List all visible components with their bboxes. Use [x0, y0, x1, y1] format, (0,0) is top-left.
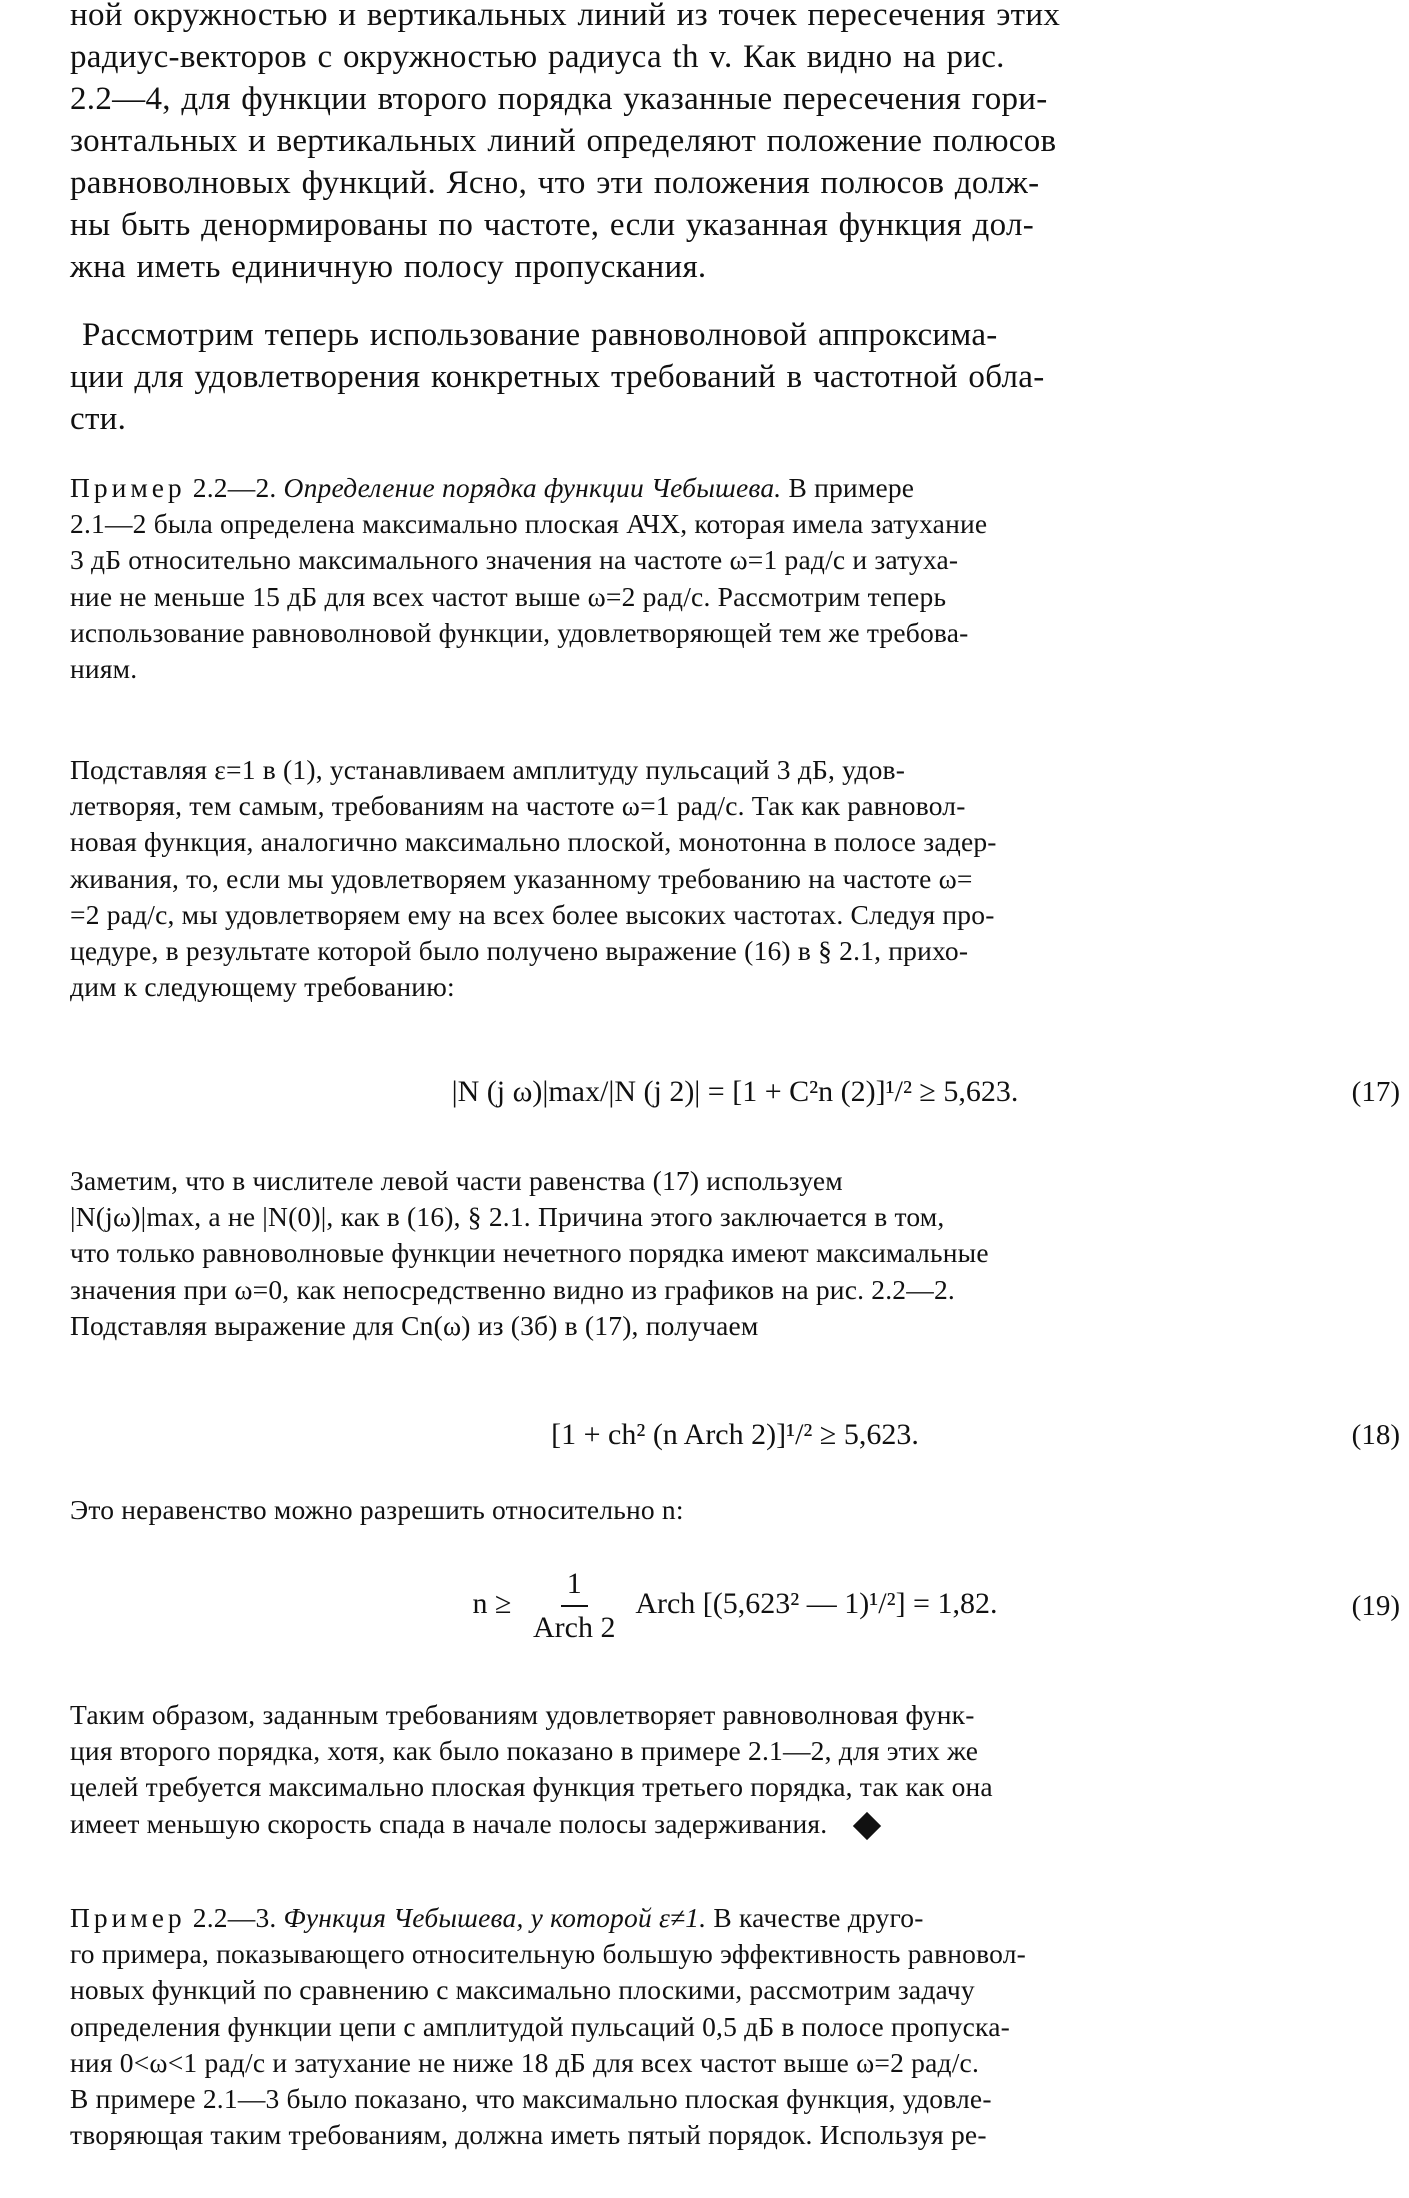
- text-line: В примере 2.1—3 было показано, что максимально плоская функция, удовле-: [70, 2083, 992, 2115]
- text-line: 3 дБ относительно максимального значения на частоте ω=1 рад/с и затуха-: [70, 544, 959, 576]
- text-line: равноволновых функций. Ясно, что эти положения полюсов долж-: [70, 165, 1040, 201]
- text-line: |N(jω)|max, а не |N(0)|, как в (16), § 2.1. Причина этого заключается в том,: [70, 1201, 945, 1233]
- text-line: сти.: [70, 401, 127, 437]
- text-line: определения функции цепи с амплитудой пульсаций 0,5 дБ в полосе пропуска-: [70, 2010, 1010, 2042]
- text-line: Это неравенство можно разрешить относительно n:: [70, 1494, 684, 1525]
- equation-19-number: (19): [1351, 1589, 1400, 1622]
- text-line: ции для удовлетворения конкретных требований в частотной обла-: [70, 359, 1045, 395]
- text-line: что только равноволновые функции нечетного порядка имеют максимальные: [70, 1237, 989, 1269]
- example-2-block: [70, 470, 1400, 687]
- text-line: ция второго порядка, хотя, как было показано в примере 2.1—2, для этих же: [70, 1735, 979, 1767]
- equation-19-body: [70, 1567, 1340, 1645]
- text-line: Рассмотрим теперь использование равноволновой аппроксима-: [82, 317, 998, 353]
- example-2-paragraph-4: [70, 1492, 1400, 1528]
- text-line: 2.2—4, для функции второго порядка указанные пересечения гори-: [70, 81, 1048, 117]
- eq19-fraction-numerator: 1: [561, 1567, 588, 1607]
- text-line: ния 0<ω<1 рад/с и затухание не ниже 18 дБ для всех частот выше ω=2 рад/с.: [70, 2046, 980, 2078]
- text-line: живания, то, если мы удовлетворяем указанному требованию на частоте ω=: [70, 862, 973, 894]
- example-title: Определение порядка функции Чебышева.: [283, 472, 782, 503]
- text-line: Подставляя выражение для Cn(ω) из (3б) в (17), получаем: [70, 1309, 759, 1341]
- equation-17: [70, 1075, 1400, 1109]
- example-3-heading-line: [70, 1900, 1400, 1936]
- end-of-example-diamond-icon: [853, 1812, 881, 1840]
- text-line: Таким образом, заданным требованиям удовлетворяет равноволновая функ-: [70, 1699, 975, 1730]
- text-line: зонтальных и вертикальных линий определяют положение полюсов: [70, 123, 1057, 159]
- example-2-paragraph-5: [70, 1697, 1400, 1842]
- example-number: 2.2—3.: [192, 1902, 277, 1933]
- example-label: Пример: [70, 472, 186, 503]
- text-fragment: имеет меньшую скорость спада в начале полосы задерживания.: [70, 1807, 828, 1839]
- text-line: го примера, показывающего относительную большую эффективность равновол-: [70, 1938, 1026, 1970]
- equation-17-body: |N (j ω)|max/|N (j 2)| = [1 + C²n (2)]¹/² ≥ 5,623.: [451, 1075, 1019, 1108]
- example-2-paragraph-2: [70, 752, 1400, 1005]
- text-line: цедуре, в результате которой было получено выражение (16) в § 2.1, прихо-: [70, 935, 969, 967]
- intro-paragraph: [70, 0, 1400, 288]
- text-line-end: [70, 1806, 1400, 1842]
- text-line: использование равноволновой функции, удовлетворяющей тем же требова-: [70, 616, 969, 648]
- equation-18: [70, 1418, 1400, 1452]
- text-line: творяющая таким требованиям, должна иметь пятый порядок. Используя ре-: [70, 2119, 987, 2151]
- text-line: ны быть денормированы по частоте, если указанная функция дол-: [70, 207, 1035, 243]
- equation-19: [70, 1567, 1400, 1645]
- example-title: Функция Чебышева, у которой ε≠1.: [283, 1902, 707, 1933]
- text-line: 2.1—2 была определена максимально плоская АЧХ, которая имела затухание: [70, 508, 988, 540]
- text-line: ниям.: [70, 653, 138, 685]
- text-line: значения при ω=0, как непосредственно видно из графиков на рис. 2.2—2.: [70, 1273, 955, 1305]
- text-line: жна иметь единичную полосу пропускания.: [70, 249, 707, 285]
- text-line: ной окружностью и вертикальных линий из точек пересечения этих: [70, 0, 1061, 33]
- text-fragment: В качестве друго-: [713, 1902, 924, 1933]
- example-label: Пример: [70, 1902, 186, 1933]
- text-line: дим к следующему требованию:: [70, 971, 455, 1003]
- example-number: 2.2—2.: [192, 472, 277, 503]
- text-line: радиус-векторов с окружностью радиуса th v. Как видно на рис.: [70, 39, 1005, 75]
- text-line: =2 рад/с, мы удовлетворяем ему на всех более высоких частотах. Следуя про-: [70, 898, 995, 930]
- eq19-fraction-denominator: Arch 2: [532, 1611, 616, 1644]
- example-3-block: [70, 1900, 1400, 2153]
- equation-18-body: [1 + ch² (n Arch 2)]¹/² ≥ 5,623.: [551, 1418, 919, 1451]
- text-line: летворяя, тем самым, требованиям на частоте ω=1 рад/с. Так как равновол-: [70, 790, 966, 822]
- text-line: ние не меньше 15 дБ для всех частот выше ω=2 рад/с. Рассмотрим теперь: [70, 580, 947, 612]
- text-line: Заметим, что в числителе левой части равенства (17) используем: [70, 1165, 843, 1196]
- eq19-right: Arch [(5,623² — 1)¹/²] = 1,82.: [635, 1586, 998, 1620]
- text-line: новых функций по сравнению с максимально плоскими, рассмотрим задачу: [70, 1974, 975, 2006]
- equation-17-number: (17): [1351, 1075, 1400, 1108]
- eq19-fraction: [527, 1567, 621, 1645]
- text-line: целей требуется максимально плоская функция третьего порядка, так как она: [70, 1771, 993, 1803]
- intro-paragraph-2: [70, 314, 1400, 440]
- example-2-paragraph-3: [70, 1163, 1400, 1344]
- text-fragment: В примере: [788, 472, 915, 503]
- eq19-left: n ≥: [472, 1586, 512, 1620]
- example-2-heading-line: [70, 470, 1400, 506]
- text-line: Подставляя ε=1 в (1), устанавливаем амплитуду пульсаций 3 дБ, удов-: [70, 754, 906, 785]
- equation-18-number: (18): [1351, 1418, 1400, 1451]
- text-line: новая функция, аналогично максимально плоской, монотонна в полосе задер-: [70, 826, 997, 858]
